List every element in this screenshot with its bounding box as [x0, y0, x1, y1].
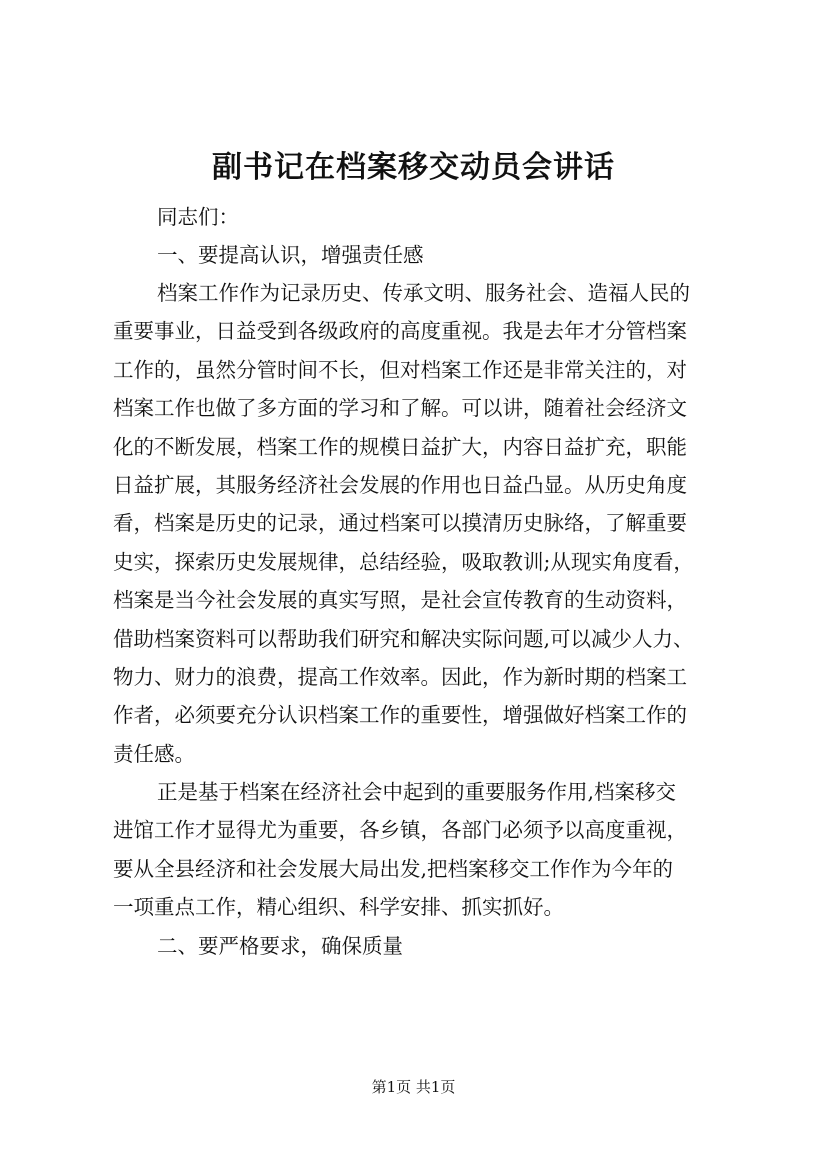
paragraph-line: 史实，探索历史发展规律，总结经验，吸取教训;从现实角度看，: [113, 549, 694, 574]
paragraph-line: 看，档案是历史的记录，通过档案可以摸清历史脉络，了解重要: [113, 511, 687, 536]
paragraph-line: 正是基于档案在经济社会中起到的重要服务作用,档案移交: [157, 780, 677, 805]
paragraph-line: 一项重点工作，精心组织、科学安排、抓实抓好。: [113, 895, 564, 920]
greeting: 同志们：: [157, 205, 239, 229]
paragraph-line: 重要事业，日益受到各级政府的高度重视。我是去年才分管档案: [113, 319, 687, 344]
paragraph-line: 日益扩展，其服务经济社会发展的作用也日益凸显。从历史角度: [113, 472, 687, 497]
paragraph-line: 进馆工作才显得尤为重要，各乡镇，各部门必须予以高度重视，: [113, 818, 687, 843]
paragraph-line: 档案工作作为记录历史、传承文明、服务社会、造福人民的: [157, 281, 690, 305]
paragraph-1: [113, 274, 723, 773]
document-body: [113, 198, 723, 965]
page-footer: 第1页 共1页: [371, 1078, 456, 1096]
paragraph-line: 化的不断发展，档案工作的规模日益扩大，内容日益扩充，职能: [113, 434, 687, 459]
paragraph-line: 责任感。: [113, 741, 195, 766]
paragraph-line: 借助档案资料可以帮助我们研究和解决实际问题,可以减少人力、: [113, 626, 694, 651]
paragraph-line: 档案工作也做了多方面的学习和了解。可以讲，随着社会经济文: [113, 396, 687, 421]
section-heading-1: 一、要提高认识，增强责任感: [157, 243, 424, 267]
paragraph-line: 要从全县经济和社会发展大局出发,把档案移交工作作为今年的: [113, 856, 674, 881]
paragraph-2: [113, 773, 723, 927]
paragraph-line: 工作的，虽然分管时间不长，但对档案工作还是非常关注的，对: [113, 357, 687, 382]
paragraph-line: 作者，必须要充分认识档案工作的重要性，增强做好档案工作的: [113, 703, 687, 728]
document-title: 副书记在档案移交动员会讲话: [212, 150, 615, 185]
paragraph-line: 档案是当今社会发展的真实写照，是社会宣传教育的生动资料，: [113, 588, 687, 613]
section-heading-2: 二、要严格要求，确保质量: [157, 933, 403, 958]
paragraph-line: 物力、财力的浪费，提高工作效率。因此，作为新时期的档案工: [113, 664, 687, 689]
